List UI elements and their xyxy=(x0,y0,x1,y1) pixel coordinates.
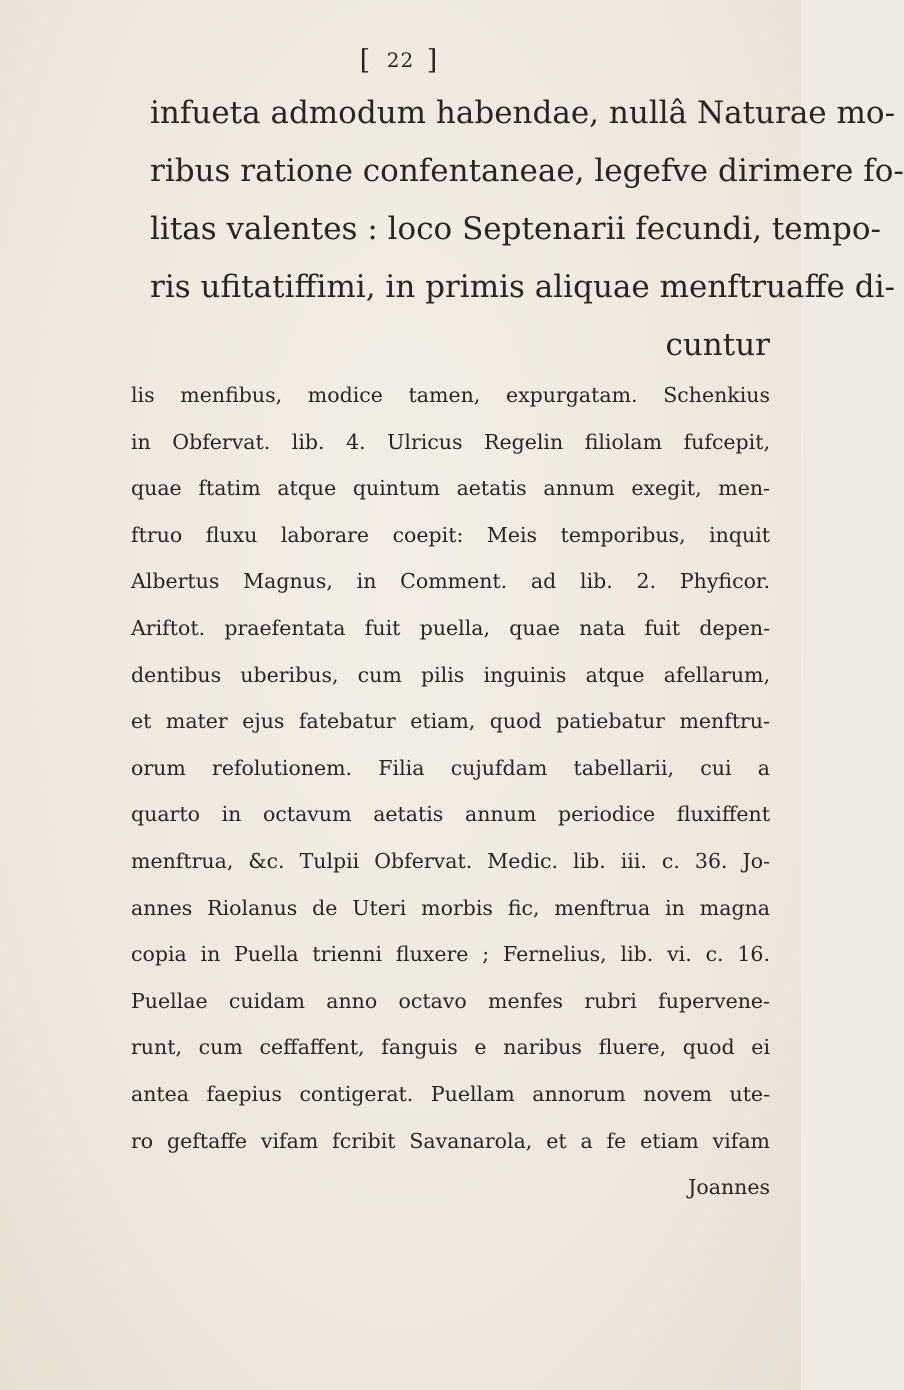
footnote-line: antea faepius contigerat. Puellam annorum novem ute- xyxy=(131,1081,770,1106)
footnote-line: dentibus uberibus, cum pilis inguinis atque afellarum, xyxy=(131,662,770,687)
footnote-line: orum refolutionem. Filia cujufdam tabellarii, cui a xyxy=(131,755,770,780)
footnote-line: ftruo fluxu laborare coepit: Meis temporibus, inquit xyxy=(131,522,770,547)
footnote-line: runt, cum ceffaffent, fanguis e naribus fluere, quod ei xyxy=(131,1035,770,1060)
footnote-line: quae ftatim atque quintum aetatis annum exegit, men- xyxy=(131,476,770,501)
main-text-block xyxy=(150,84,904,374)
footnote-line: Albertus Magnus, in Comment. ad lib. 2. Phyficor. xyxy=(131,569,770,594)
main-text-line: ris ufitatiffimi, in primis aliquae menftruaffe di- xyxy=(150,269,895,305)
footnote-line: quarto in octavum aetatis annum periodice fluxiffent xyxy=(131,802,770,827)
main-text-line: infueta admodum habendae, nullâ Naturae mo- xyxy=(150,95,896,131)
page-number: [ 22 ] xyxy=(359,45,442,76)
main-text-line: ribus ratione confentaneae, legefve dirimere fo- xyxy=(150,153,904,189)
main-text-line: litas valentes : loco Septenarii fecundi, tempo- xyxy=(150,211,882,247)
footnote-line: Ariftot. praefentata fuit puella, quae nata fuit depen- xyxy=(131,615,770,640)
footnote-line: in Obfervat. lib. 4. Ulricus Regelin filiolam fufcepit, xyxy=(131,429,770,454)
footnote-line: annes Riolanus de Uteri morbis fic, menftrua in magna xyxy=(131,895,770,920)
footnote-line: copia in Puella trienni fluxere ; Fernelius, lib. vi. c. 16. xyxy=(131,942,770,967)
catchword: Joannes xyxy=(688,1175,770,1200)
footnote-line: lis menfibus, modice tamen, expurgatam. Schenkius xyxy=(131,383,770,407)
footnote-line: menftrua, &c. Tulpii Obfervat. Medic. lib. iii. c. 36. Jo- xyxy=(131,848,770,873)
footnote-line: et mater ejus fatebatur etiam, quod patiebatur menftru- xyxy=(131,709,770,734)
footnote-line: ro geftaffe vifam fcribit Savanarola, et a fe etiam vifam xyxy=(131,1128,770,1153)
main-text-line: cuntur xyxy=(665,327,770,363)
page-number-value: 22 xyxy=(386,48,415,72)
footnote-block xyxy=(131,372,770,1211)
footnote-line: Puellae cuidam anno octavo menfes rubri fupervene- xyxy=(131,988,770,1013)
